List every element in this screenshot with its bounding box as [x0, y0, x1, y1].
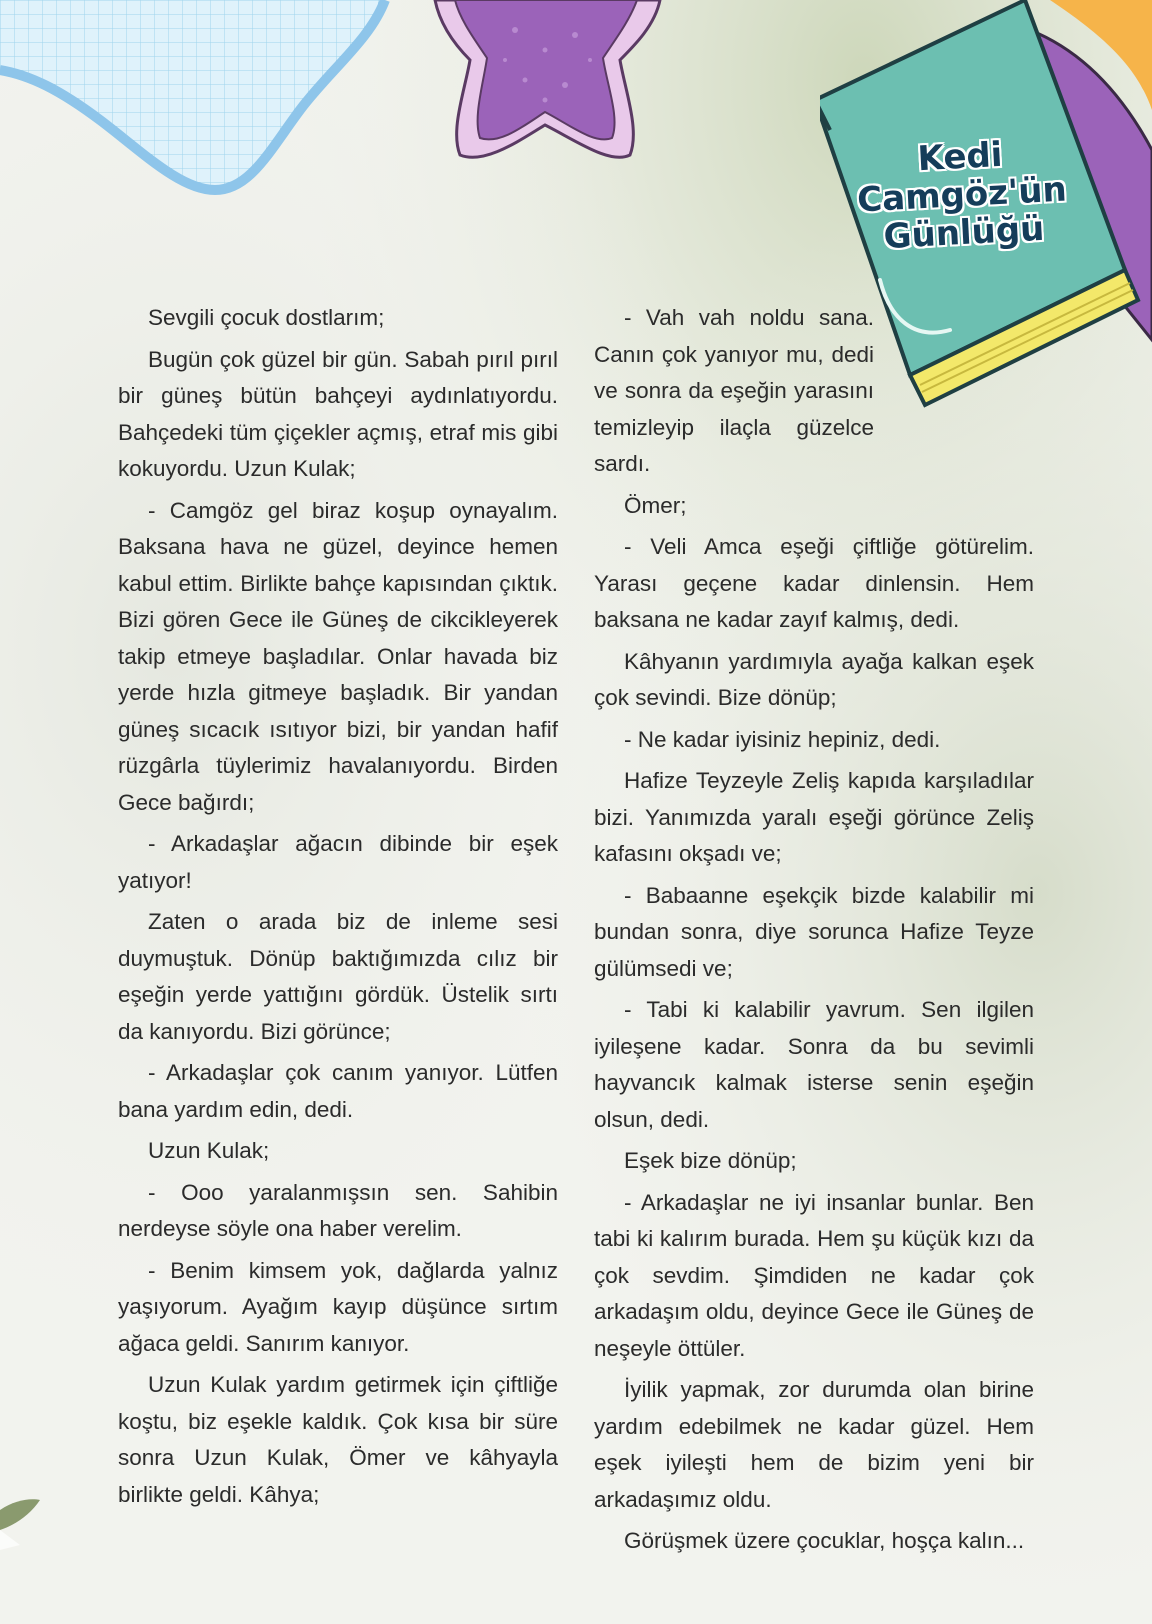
paragraph: - Benim kimsem yok, dağlarda yalnız yaşıyorum. Ayağım kayıp düşünce sırtım ağaca geldi. Sanırım kanıyor.: [118, 1257, 558, 1356]
paragraph: - Ooo yaralanmışsın sen. Sahibin nerdeyse söyle ona haber verelim.: [118, 1179, 558, 1241]
book-title: [849, 132, 1075, 257]
paragraph: - Veli Amca eşeği çiftliğe götürelim. Yarası geçene kadar dinlensin. Hem baksana ne kadar zayıf kalmış, dedi.: [594, 534, 1034, 632]
paragraph: - Ne kadar iyisiniz hepiniz, dedi.: [624, 726, 941, 752]
paragraph: Hafize Teyzeyle Zeliş kapıda karşıladılar bizi. Yanımızda yaralı eşeği görünce Zeliş kafasını okşadı ve;: [594, 768, 1034, 866]
purple-star-decoration: [425, 0, 675, 180]
book-title-line: Günlüğü: [882, 208, 1046, 258]
right-text-column: [594, 300, 1034, 1565]
paragraph: - Arkadaşlar çok canım yanıyor. Lütfen bana yardım edin, dedi.: [118, 1060, 558, 1122]
book-title-line: Kedi: [916, 134, 1004, 180]
blue-wave-decoration: [0, 0, 400, 200]
paragraph: - Arkadaşlar ağacın dibinde bir eşek yatıyor!: [118, 831, 558, 893]
paragraph: Zaten o arada biz de inleme sesi duymuştuk. Dönüp baktığımızda cılız bir eşeğin yerde yattığını gördük. Üstelik sırtı da kanıyordu. Bizi görünce;: [118, 909, 558, 1044]
paragraph: - Camgöz gel biraz koşup oynayalım. Baksana hava ne güzel, deyince hemen kabul ettim. Birlikte bahçe kapısından çıktık. Bizi gören Gece ile Güneş de cikcikleyerek takip etmeye başladılar. Onlar havada biz yerde hızla gitmeye başladık. Bir yandan güneş sıcacık ısıtıyor bizi, bir yandan hafif rüzgârla tüylerimiz havalanıyordu. Birden Gece bağırdı;: [118, 497, 558, 815]
paragraph: - Tabi ki kalabilir yavrum. Sen ilgilen iyileşene kadar. Sonra da bu sevimli hayvancık kalmak isterse senin eşeğin olsun, dedi.: [594, 997, 1034, 1132]
paragraph: - Babaanne eşekçik bizde kalabilir mi bundan sonra, diye sorunca Hafize Teyze gülümsedi ve;: [594, 882, 1034, 981]
leaf-decoration: [0, 1490, 60, 1550]
paragraph: Kâhyanın yardımıyla ayağa kalkan eşek çok sevindi. Bize dönüp;: [594, 648, 1034, 710]
paragraph: - Vah vah noldu sana. Canın çok yanıyor mu, dedi ve sonra da eşeğin yarasını temizleyip ilaçla güzelce sardı.: [594, 305, 874, 476]
paragraph: Uzun Kulak yardım getirmek için çiftliğe koştu, biz eşekle kaldık. Çok kısa bir süre sonra Uzun Kulak, Ömer ve kâhyayla birlikte geldi. Kâhya;: [118, 1372, 558, 1507]
paragraph: Eşek bize dönüp;: [624, 1148, 797, 1173]
paragraph: Uzun Kulak;: [148, 1138, 270, 1163]
paragraph: Sevgili çocuk dostlarım;: [148, 305, 385, 330]
paragraph: - Arkadaşlar ne iyi insanlar bunlar. Ben tabi ki kalırım burada. Hem şu küçük kızı da çok sevdim. Şimdiden ne kadar çok arkadaşım oldu, deyince Gece ile Güneş de neşeyle öttüler.: [594, 1189, 1034, 1361]
book-title-line: Camgöz'ün: [856, 169, 1068, 221]
paragraph: Bugün çok güzel bir gün. Sabah pırıl pırıl bir güneş bütün bahçeyi aydınlatıyordu. Bahçedeki tüm çiçekler açmış, etraf mis gibi kokuyordu. Uzun Kulak;: [118, 346, 558, 481]
left-text-column: [118, 300, 558, 1518]
paragraph: Görüşmek üzere çocuklar, hoşça kalın...: [624, 1528, 1025, 1553]
paragraph: Ömer;: [624, 492, 687, 518]
paragraph: İyilik yapmak, zor durumda olan birine yardım edebilmek ne kadar güzel. Hem eşek iyileşti hem de bizim yeni bir arkadaşımız oldu.: [594, 1377, 1034, 1512]
